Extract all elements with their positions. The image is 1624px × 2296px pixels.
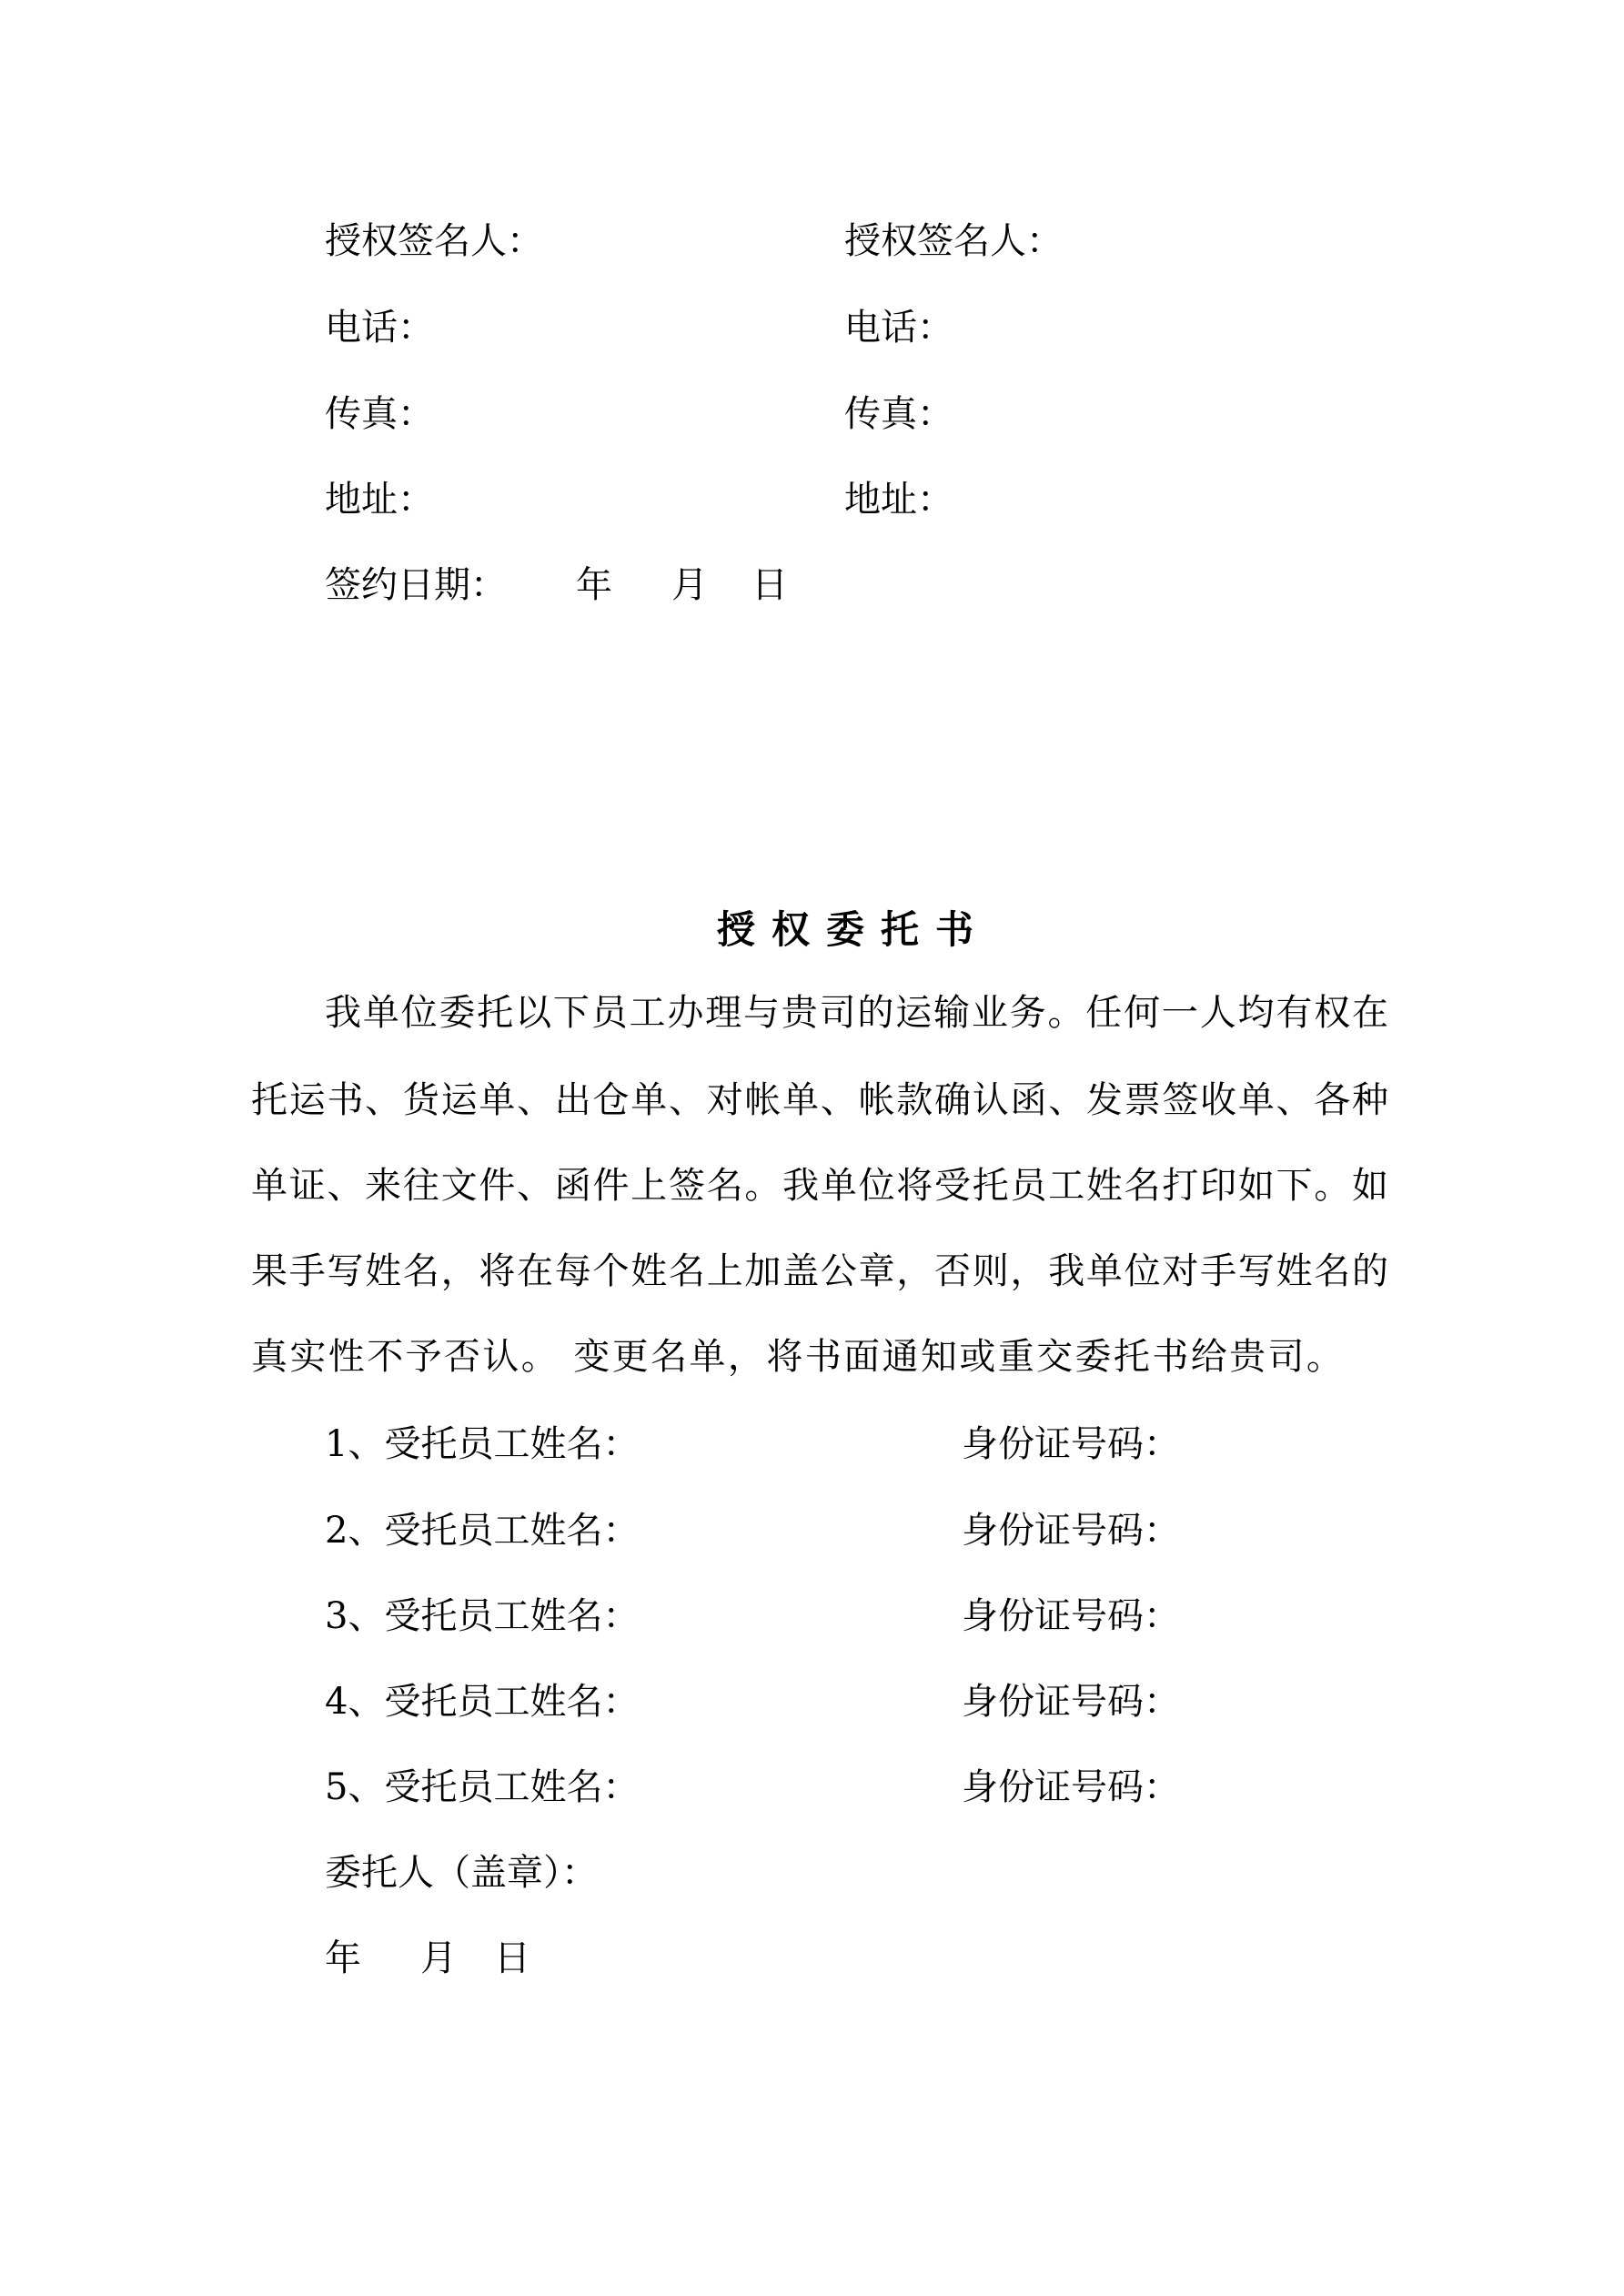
body-line: 单证、来往文件、函件上签名。我单位将受托员工姓名打印如下。如 — [251, 1165, 1388, 1207]
body-line: 托运书、货运单、出仓单、对帐单、帐款确认函、发票签收单、各种 — [251, 1079, 1388, 1121]
phone-label: 电话： — [325, 307, 434, 349]
date-month: 月 — [420, 1937, 457, 1979]
delegate-id-label: 身份证号码： — [962, 1681, 1180, 1723]
sign-date-month: 月 — [671, 564, 708, 606]
delegate-name-label: 1、受托员工姓名： — [325, 1423, 640, 1465]
sign-date-day: 日 — [751, 564, 788, 606]
fax-label: 传真： — [844, 393, 953, 435]
body-line: 真实性不予否认。 变更名单，将书面通知或重交委托书给贵司。 — [251, 1336, 1346, 1378]
sign-date-year: 年 — [576, 564, 612, 606]
address-label: 地址： — [325, 479, 434, 521]
delegate-id-label: 身份证号码： — [962, 1423, 1180, 1465]
delegate-name-label: 2、受托员工姓名： — [325, 1510, 640, 1552]
body-line: 我单位委托以下员工办理与贵司的运输业务。任何一人均有权在 — [325, 992, 1388, 1034]
delegate-name-label: 5、受托员工姓名： — [325, 1766, 640, 1808]
date-day: 日 — [494, 1937, 530, 1979]
delegate-name-label: 3、受托员工姓名： — [325, 1595, 640, 1637]
document-title: 授权委托书 — [716, 907, 990, 952]
delegate-id-label: 身份证号码： — [962, 1510, 1180, 1552]
date-year: 年 — [325, 1937, 361, 1979]
delegate-name-label: 4、受托员工姓名： — [325, 1681, 640, 1723]
body-line: 果手写姓名，将在每个姓名上加盖公章，否则，我单位对手写姓名的 — [251, 1250, 1388, 1292]
principal-seal-label: 委托人（盖章）： — [325, 1852, 598, 1894]
sign-date-label: 签约日期： — [325, 564, 507, 606]
signer-label: 授权签名人： — [844, 220, 1063, 262]
signer-label: 授权签名人： — [325, 220, 543, 262]
delegate-id-label: 身份证号码： — [962, 1766, 1180, 1808]
phone-label: 电话： — [844, 307, 953, 349]
delegate-id-label: 身份证号码： — [962, 1595, 1180, 1637]
fax-label: 传真： — [325, 393, 434, 435]
address-label: 地址： — [844, 479, 953, 521]
